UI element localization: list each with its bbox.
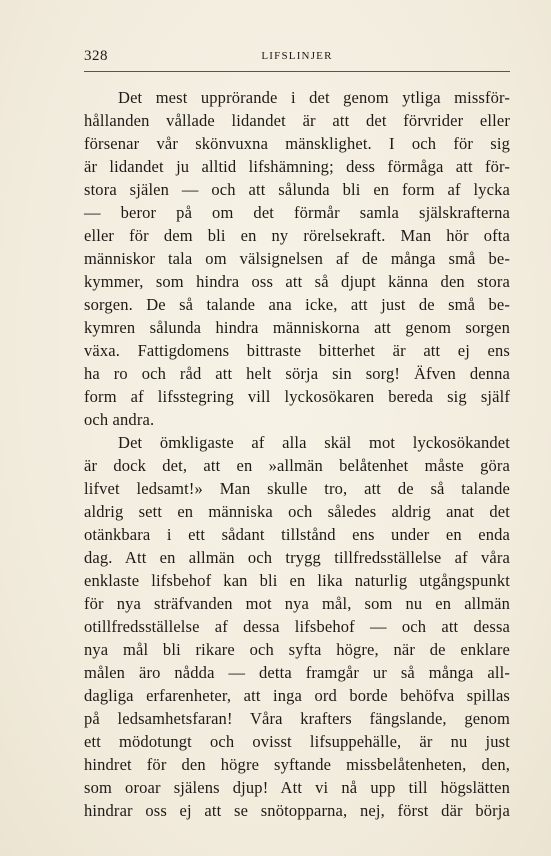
text-line: Det ömkligaste af alla skäl mot lyckosökandet [118, 433, 510, 452]
text-line: aldrig sett en människa och således aldrig anat det [84, 502, 510, 521]
text-line: och andra. [84, 410, 155, 429]
text-line: lifvet ledsamt!» Man skulle tro, att de så talande [84, 479, 510, 498]
text-line: dagliga erfarenheter, att inga ord borde behöfva spillas [84, 686, 510, 705]
text-line: ha ro och råd att helt sörja sin sorg! Äfven denna [84, 364, 510, 383]
text-line: ett mödotungt och ovisst lifsuppehälle, är nu just [84, 732, 510, 751]
header-rule [84, 71, 510, 72]
text-line: hindret för den högre syftande missbelåtenheten, den, [84, 755, 510, 774]
text-line: enklaste lifsbehof kan bli en lika naturlig utgångspunkt [84, 571, 510, 590]
text-line: som oroar själens djup! Att vi nå upp till högslätten [84, 778, 510, 797]
text-line: för nya sträfvanden mot nya mål, som nu en allmän [84, 594, 510, 613]
text-line: är dock det, att en »allmän belåtenhet måste göra [84, 456, 510, 475]
running-head: LIFSLINJER [261, 50, 333, 62]
text-line: på ledsamhetsfaran! Våra krafters fängslande, genom [84, 709, 510, 728]
text-line: sorgen. De så talande ana icke, att just de små be- [84, 295, 510, 314]
text-line: växa. Fattigdomens bittraste bitterhet är att ej ens [84, 341, 510, 360]
text-line: människor tala om välsignelsen af de många små be- [84, 249, 510, 268]
page-number: 328 [84, 48, 108, 64]
text-line: form af lifsstegring vill lyckosökaren bereda sig själf [84, 387, 510, 406]
text-line: försenar vår skönvuxna mänsklighet. I och för sig [84, 134, 510, 153]
text-line: är lidandet ju alltid lifshämning; dess förmåga att för- [84, 157, 510, 176]
text-line: eller för dem bli en ny rörelsekraft. Man hör ofta [84, 226, 510, 245]
text-line: kymmer, som hindra oss att så djupt känna den stora [84, 272, 510, 291]
text-line: otillfredsställelse af dessa lifsbehof — och att dessa [84, 617, 510, 636]
text-line: målen äro nådda — detta framgår ur så många all- [84, 663, 510, 682]
text-line: hållanden vållade lidandet är att det förvrider eller [84, 111, 510, 130]
text-line: otänkbara i ett sådant tillstånd ens under en enda [84, 525, 510, 544]
text-line: stora själen — och att sålunda bli en form af lycka [84, 180, 510, 199]
text-line: nya mål bli rikare och syfta högre, när de enklare [84, 640, 510, 659]
body-text [84, 86, 510, 822]
text-line: — beror på om det förmår samla själskrafterna [84, 203, 510, 222]
text-line: dag. Att en allmän och trygg tillfredsställelse af våra [84, 548, 510, 567]
text-line: hindrar oss ej att se snötopparna, nej, först där börja [84, 801, 510, 820]
page-header [84, 48, 510, 70]
text-line: Det mest upprörande i det genom ytliga missför- [118, 88, 510, 107]
text-line: kymren sålunda hindra människorna att genom sorgen [84, 318, 510, 337]
